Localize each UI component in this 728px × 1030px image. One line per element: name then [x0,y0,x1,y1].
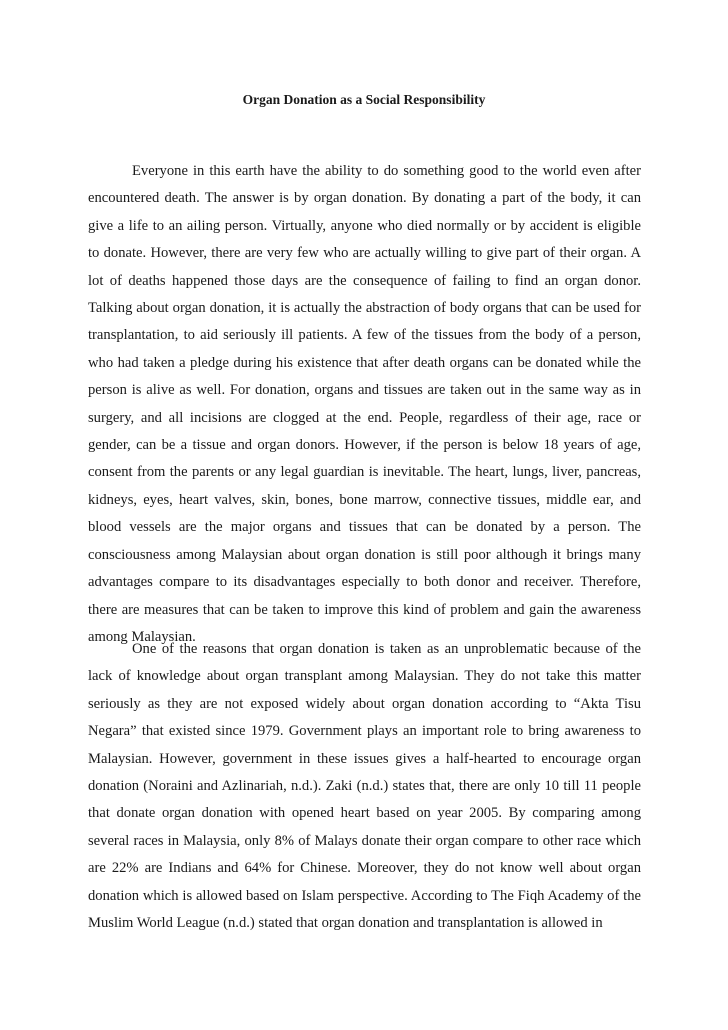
paragraph-intro: Everyone in this earth have the ability to do something good to the world even after encountered death. The answer is by organ donation. By donating a part of the body, it can give a life to an ailing person. Virtually, anyone who died normally or by accident is eligible to donate. However, there are very few who are actually willing to give part of their organ. A lot of deaths happened those days are the consequence of failing to find an organ donor. Talking about organ donation, it is actually the abstraction of body organs that can be used for transplantation, to aid seriously ill patients. A few of the tissues from the body of a person, who had taken a pledge during his existence that after death organs can be donated while the person is alive as well. For donation, organs and tissues are taken out in the same way as in surgery, and all incisions are clogged at the end. People, regardless of their age, race or gender, can be a tissue and organ donors. However, if the person is below 18 years of age, consent from the parents or any legal guardian is inevitable. The heart, lungs, liver, pancreas, kidneys, eyes, heart valves, skin, bones, bone marrow, connective tissues, middle ear, and blood vessels are the major organs and tissues that can be donated by a person. The consciousness among Malaysian about organ donation is still poor although it brings many advantages compare to its disadvantages especially to both donor and receiver. Therefore, there are measures that can be taken to improve this kind of problem and gain the awareness among Malaysian. [88,163,641,645]
paragraph-reasons: One of the reasons that organ donation is taken as an unproblematic because of the lack of knowledge about organ transplant among Malaysian. They do not take this matter seriously as they are not exposed widely about organ donation according to “Akta Tisu Negara” that existed since 1979. Government plays an important role to bring awareness to Malaysian. However, government in these issues gives a half-hearted to encourage organ donation (Noraini and Azlinariah, n.d.). Zaki (n.d.) states that, there are only 10 till 11 people that donate organ donation with opened heart based on year 2005. By comparing among several races in Malaysia, only 8% of Malays donate their organ compare to other race which are 22% are Indians and 64% for Chinese. Moreover, they do not know well about organ donation which is allowed based on Islam perspective. According to The Fiqh Academy of the Muslim World League (n.d.) stated that organ donation and transplantation is allowed in [88,641,641,932]
document-title: Organ Donation as a Social Responsibility [242,92,486,107]
